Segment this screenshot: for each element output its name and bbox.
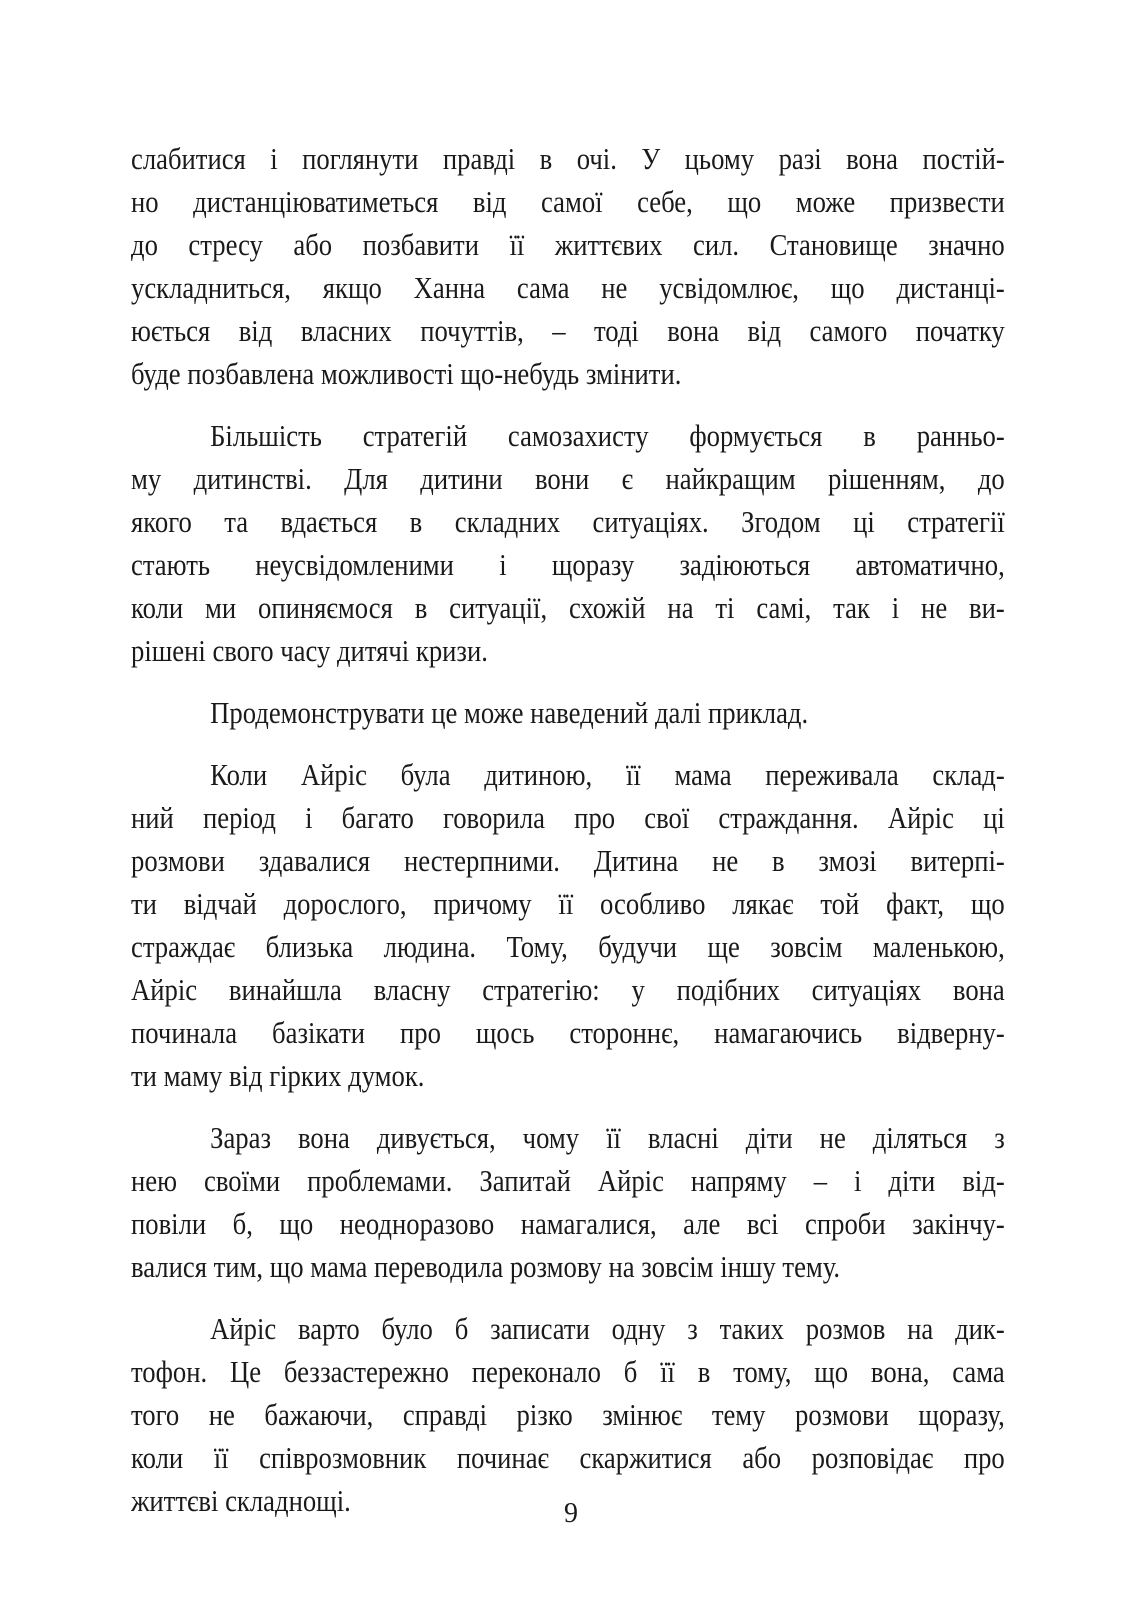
paragraph: [131, 137, 1005, 395]
text-line: Айріс варто було б записати одну з таких розмов на дик-: [210, 1311, 1005, 1346]
paragraph: [131, 691, 1005, 734]
text-line: повіли б, що неодноразово намагалися, але всі спроби закінчу-: [131, 1206, 1005, 1241]
paragraph-gap: [131, 395, 1005, 414]
text-line: розмови здавалися нестерпними. Дитина не в змозі витерпі-: [131, 843, 1005, 878]
text-line: коли ми опиняємося в ситуації, схожій на ті самі, так і не ви-: [131, 590, 1005, 625]
text-line: слабитися і поглянути правді в очі. У цьому разі вона постій-: [131, 141, 1005, 176]
text-line: Більшість стратегій самозахисту формується в ранньо-: [210, 418, 1005, 453]
text-line: но дистанціюватиметься від самої себе, що може призвести: [131, 184, 1005, 219]
text-line: валися тим, що мама переводила розмову на зовсім іншу тему.: [131, 1249, 841, 1284]
paragraph-gap: [131, 1097, 1005, 1116]
body-text: [131, 137, 1005, 1522]
text-line: рішені свого часу дитячі кризи.: [131, 633, 488, 668]
text-line: буде позбавлена можливості що-небудь змінити.: [131, 356, 682, 391]
text-line: Айріс винайшла власну стратегію: у подібних ситуаціях вона: [131, 972, 1005, 1007]
text-line: тофон. Це беззастережно переконало б її в тому, що вона, сама: [131, 1354, 1005, 1389]
text-line: до стресу або позбавити її життєвих сил. Становище значно: [131, 227, 1005, 262]
paragraph: [131, 1307, 1005, 1522]
paragraph-gap: [131, 734, 1005, 753]
text-line: того не бажаючи, справді різко змінює тему розмови щоразу,: [131, 1397, 1005, 1432]
text-line: починала базікати про щось стороннє, намагаючись відверну-: [131, 1015, 1005, 1050]
text-line: Зараз вона дивується, чому її власні діти не діляться з: [210, 1120, 1005, 1155]
text-line: Продемонструвати це може наведений далі приклад.: [210, 695, 809, 730]
text-line: якого та вдається в складних ситуаціях. Згодом ці стратегії: [131, 504, 1005, 539]
paragraph-gap: [131, 1288, 1005, 1307]
text-line: життєві складнощі.: [131, 1483, 351, 1518]
paragraph: [131, 414, 1005, 672]
text-line: ускладниться, якщо Ханна сама не усвідомлює, що дистанці-: [131, 270, 1005, 305]
text-line: стають неусвідомленими і щоразу задіюються автоматично,: [131, 547, 1005, 582]
text-line: ний період і багато говорила про свої страждання. Айріс ці: [131, 800, 1005, 835]
text-line: страждає близька людина. Тому, будучи ще зовсім маленькою,: [131, 929, 1005, 964]
paragraph: [131, 1116, 1005, 1288]
text-line: ти відчай дорослого, причому її особливо лякає той факт, що: [131, 886, 1005, 921]
text-line: Коли Айріс була дитиною, її мама переживала склад-: [210, 757, 1005, 792]
text-line: му дитинстві. Для дитини вони є найкращим рішенням, до: [131, 461, 1005, 496]
page-number: 9: [564, 1498, 578, 1529]
paragraph: [131, 753, 1005, 1097]
text-line: нею своїми проблемами. Запитай Айріс напряму – і діти від-: [131, 1163, 1005, 1198]
paragraph-gap: [131, 672, 1005, 691]
text-line: юється від власних почуттів, – тоді вона від самого початку: [131, 313, 1005, 348]
text-line: коли її співрозмовник починає скаржитися або розповідає про: [131, 1440, 1005, 1475]
text-line: ти маму від гірких думок.: [131, 1058, 425, 1093]
